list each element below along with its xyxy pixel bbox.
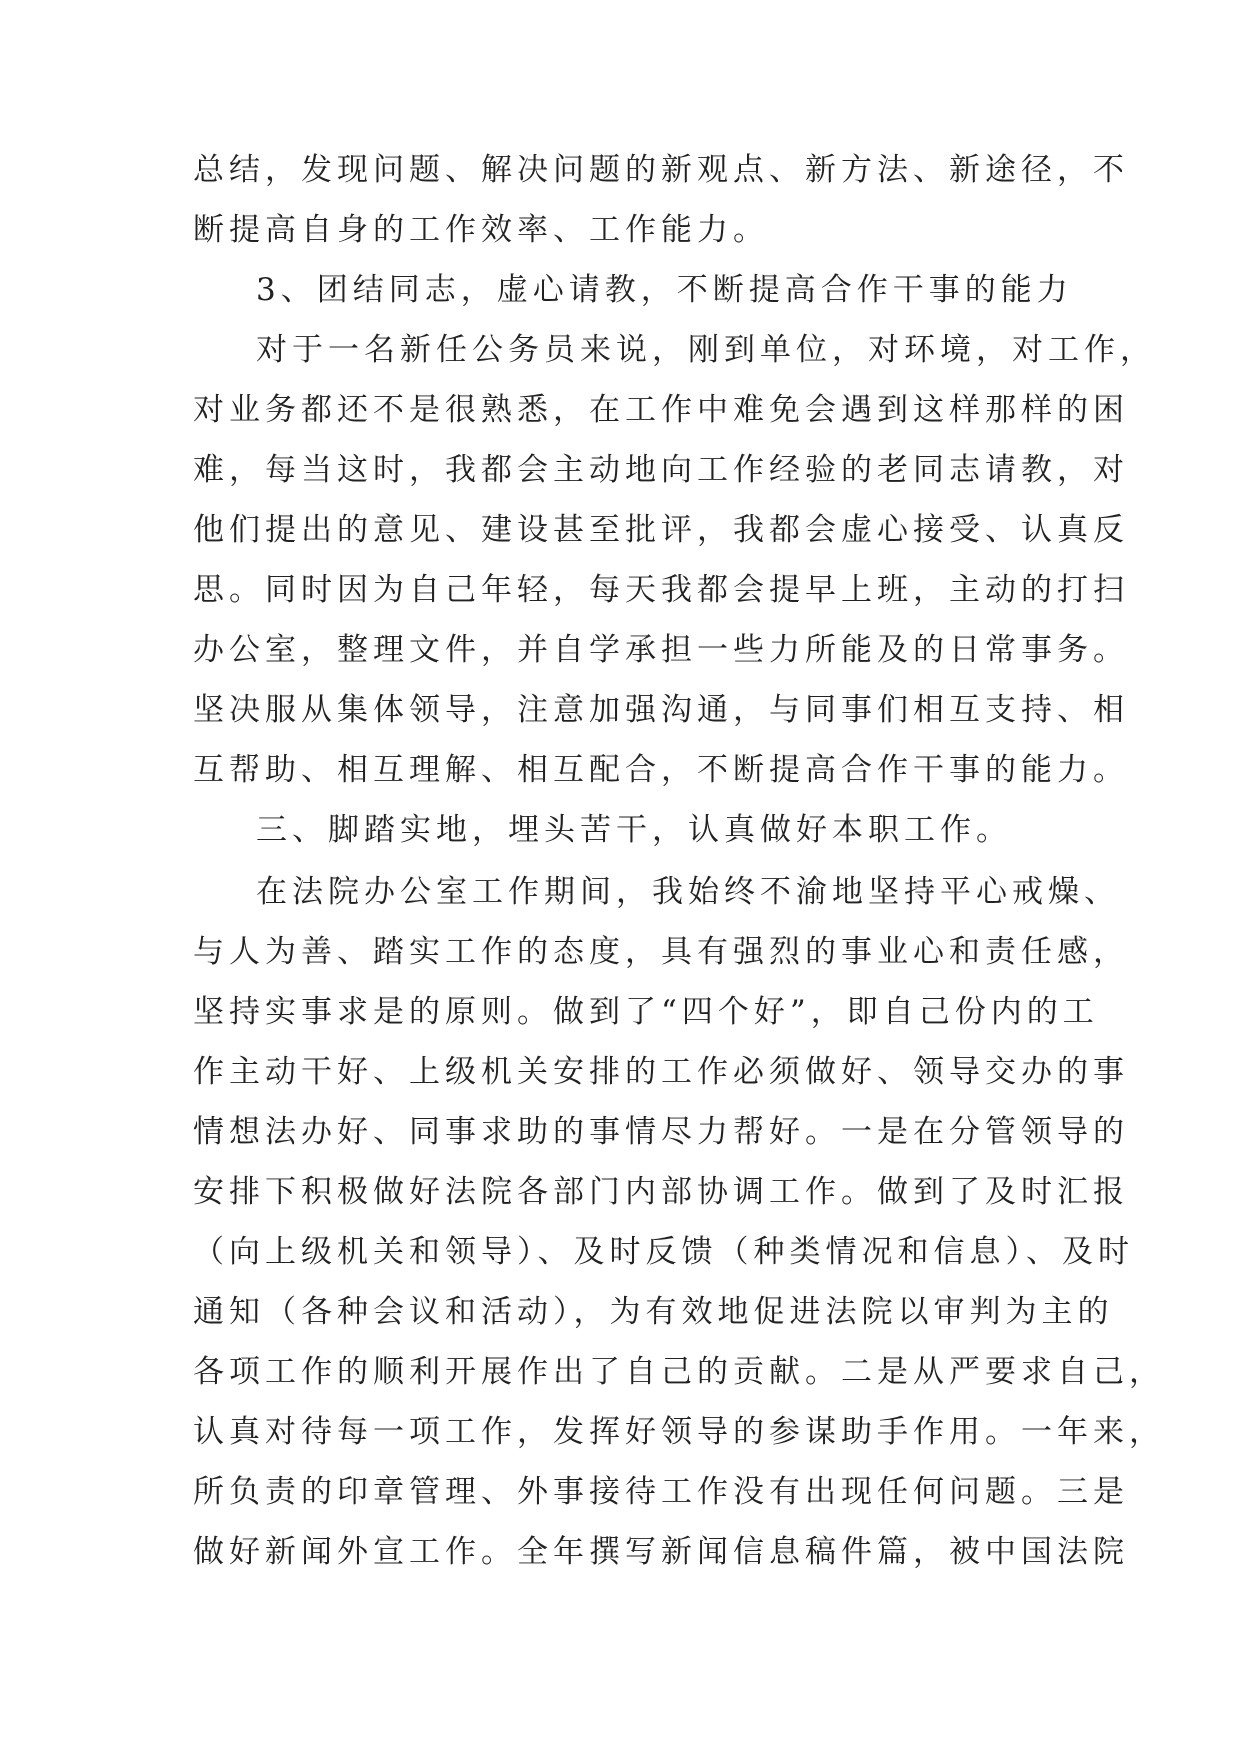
text-line-24: 做好新闻外宣工作。全年撰写新闻信息稿件篇，被中国法院 [193,1534,1129,1570]
text-line-11: 互帮助、相互理解、相互配合，不断提高合作干事的能力。 [193,752,1129,788]
text-line-10: 坚决服从集体领导，注意加强沟通，与同事们相互支持、相 [193,692,1129,728]
text-line-14: 与人为善、踏实工作的态度，具有强烈的事业心和责任感， [193,934,1129,970]
text-line-9: 办公室，整理文件，并自学承担一些力所能及的日常事务。 [193,632,1129,668]
text-line-8: 思。同时因为自己年轻，每天我都会提早上班，主动的打扫 [193,572,1129,608]
text-line-6: 难，每当这时，我都会主动地向工作经验的老同志请教，对 [193,452,1129,488]
paragraph-start: 在法院办公室工作期间，我始终不渝地坚持平心戒燥、 [256,874,1120,910]
text-line-18: 安排下积极做好法院各部门内部协调工作。做到了及时汇报 [193,1174,1129,1210]
section-heading-three: 三、脚踏实地，埋头苦干，认真做好本职工作。 [256,812,1012,848]
text-line-23: 所负责的印章管理、外事接待工作没有出现任何问题。三是 [193,1474,1129,1510]
text-line-20: 通知（各种会议和活动），为有效地促进法院以审判为主的 [193,1294,1114,1330]
text-line-19: （向上级机关和领导）、及时反馈（种类情况和信息）、及时 [193,1234,1134,1270]
text-line-2: 断提高自身的工作效率、工作能力。 [193,212,769,248]
section-heading-3: 3、团结同志，虚心请教，不断提高合作干事的能力 [256,272,1073,308]
text-line-5: 对业务都还不是很熟悉，在工作中难免会遇到这样那样的困 [193,392,1129,428]
text-line-15: 坚持实事求是的原则。做到了“四个好”，即自己份内的工 [193,994,1099,1030]
text-line-22: 认真对待每一项工作，发挥好领导的参谋助手作用。一年来， [193,1414,1165,1450]
text-line-21: 各项工作的顺利开展作出了自己的贡献。二是从严要求自己， [193,1354,1165,1390]
text-line-7: 他们提出的意见、建设甚至批评，我都会虚心接受、认真反 [193,512,1129,548]
paragraph-start: 对于一名新任公务员来说，刚到单位，对环境，对工作， [256,332,1156,368]
text-line-1: 总结，发现问题、解决问题的新观点、新方法、新途径，不 [193,152,1129,188]
text-line-16: 作主动干好、上级机关安排的工作必须做好、领导交办的事 [193,1054,1129,1090]
text-line-17: 情想法办好、同事求助的事情尽力帮好。一是在分管领导的 [193,1114,1129,1150]
